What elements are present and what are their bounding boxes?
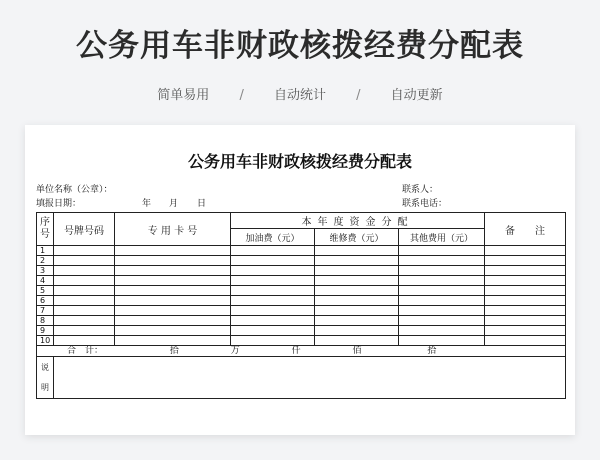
other-cell[interactable] <box>399 296 485 306</box>
card-cell[interactable] <box>115 266 231 276</box>
card-cell[interactable] <box>115 256 231 266</box>
row-number: 2 <box>37 256 54 266</box>
table-row <box>37 296 566 306</box>
other-cell[interactable] <box>399 276 485 286</box>
total-unit: 拾 <box>169 346 179 356</box>
remark-cell[interactable] <box>485 326 566 336</box>
total-label: 合 计： <box>67 346 104 356</box>
card-cell[interactable] <box>115 276 231 286</box>
feature-item: 简单易用 <box>157 88 210 103</box>
col-header-fuel: 加油费（元） <box>231 229 315 246</box>
fuel-cell[interactable] <box>231 246 315 256</box>
note-label: 说 明 <box>37 357 54 399</box>
fuel-cell[interactable] <box>231 326 315 336</box>
plate-cell[interactable] <box>54 326 115 336</box>
remark-cell[interactable] <box>485 276 566 286</box>
col-header-plate: 号牌号码 <box>54 213 115 246</box>
repair-cell[interactable] <box>315 336 399 346</box>
col-header-other: 其他费用（元） <box>399 229 485 246</box>
fuel-cell[interactable] <box>231 306 315 316</box>
repair-cell[interactable] <box>315 246 399 256</box>
contact-phone-label: 联系电话： <box>402 199 448 209</box>
card-cell[interactable] <box>115 296 231 306</box>
total-unit: 仟 <box>291 346 301 356</box>
col-header-seq: 序号 <box>37 213 54 246</box>
col-header-remark: 备 注 <box>485 213 566 246</box>
remark-cell[interactable] <box>485 286 566 296</box>
table-row <box>37 256 566 266</box>
hero-title: 公务用车非财政核拨经费分配表 <box>76 28 524 64</box>
table-row <box>37 306 566 316</box>
card-cell[interactable] <box>115 316 231 326</box>
fuel-cell[interactable] <box>231 336 315 346</box>
fill-date-label: 填报日期： <box>36 199 82 209</box>
card-cell[interactable] <box>115 326 231 336</box>
fuel-cell[interactable] <box>231 296 315 306</box>
other-cell[interactable] <box>399 256 485 266</box>
plate-cell[interactable] <box>54 296 115 306</box>
repair-cell[interactable] <box>315 276 399 286</box>
table-row <box>37 266 566 276</box>
feature-item: 自动统计 <box>273 88 326 103</box>
repair-cell[interactable] <box>315 326 399 336</box>
feature-separator: / <box>239 88 244 103</box>
plate-cell[interactable] <box>54 276 115 286</box>
group-header-allocation: 本年度资金分配 <box>231 213 485 229</box>
row-number: 4 <box>37 276 54 286</box>
remark-cell[interactable] <box>485 296 566 306</box>
row-number: 1 <box>37 246 54 256</box>
other-cell[interactable] <box>399 336 485 346</box>
col-header-repair: 维修费（元） <box>315 229 399 246</box>
document-card <box>25 125 575 435</box>
plate-cell[interactable] <box>54 256 115 266</box>
row-number: 10 <box>37 336 54 346</box>
other-cell[interactable] <box>399 266 485 276</box>
plate-cell[interactable] <box>54 286 115 296</box>
table-row <box>37 336 566 346</box>
table-row <box>37 286 566 296</box>
row-number: 5 <box>37 286 54 296</box>
card-cell[interactable] <box>115 306 231 316</box>
note-field[interactable] <box>54 357 566 399</box>
date-day-unit: 日 <box>197 199 207 209</box>
plate-cell[interactable] <box>54 336 115 346</box>
remark-cell[interactable] <box>485 306 566 316</box>
remark-cell[interactable] <box>485 316 566 326</box>
repair-cell[interactable] <box>315 286 399 296</box>
total-unit: 佰 <box>352 346 362 356</box>
fuel-cell[interactable] <box>231 266 315 276</box>
allocation-table <box>36 212 566 399</box>
fuel-cell[interactable] <box>231 316 315 326</box>
table-row <box>37 316 566 326</box>
plate-cell[interactable] <box>54 266 115 276</box>
contact-label: 联系人： <box>402 185 439 195</box>
other-cell[interactable] <box>399 326 485 336</box>
fuel-cell[interactable] <box>231 286 315 296</box>
remark-cell[interactable] <box>485 256 566 266</box>
table-row <box>37 246 566 256</box>
col-header-card: 专 用 卡 号 <box>115 213 231 246</box>
plate-cell[interactable] <box>54 316 115 326</box>
repair-cell[interactable] <box>315 256 399 266</box>
total-unit: 拾 <box>427 346 437 356</box>
remark-cell[interactable] <box>485 266 566 276</box>
remark-cell[interactable] <box>485 246 566 256</box>
plate-cell[interactable] <box>54 306 115 316</box>
other-cell[interactable] <box>399 246 485 256</box>
other-cell[interactable] <box>399 306 485 316</box>
row-number: 8 <box>37 316 54 326</box>
row-number: 6 <box>37 296 54 306</box>
repair-cell[interactable] <box>315 266 399 276</box>
repair-cell[interactable] <box>315 316 399 326</box>
fuel-cell[interactable] <box>231 276 315 286</box>
row-number: 9 <box>37 326 54 336</box>
remark-cell[interactable] <box>485 336 566 346</box>
feature-item: 自动更新 <box>390 88 443 103</box>
date-year-unit: 年 <box>142 199 152 209</box>
document-title: 公务用车非财政核拨经费分配表 <box>187 152 412 171</box>
repair-cell[interactable] <box>315 306 399 316</box>
table-row <box>37 326 566 336</box>
repair-cell[interactable] <box>315 296 399 306</box>
card-cell[interactable] <box>115 246 231 256</box>
feature-separator: / <box>356 88 361 103</box>
fuel-cell[interactable] <box>231 256 315 266</box>
total-row <box>37 346 566 357</box>
table-row <box>37 276 566 286</box>
card-cell[interactable] <box>115 336 231 346</box>
unit-name-label: 单位名称（公章）： <box>36 185 113 195</box>
card-cell[interactable] <box>115 286 231 296</box>
feature-list <box>0 84 600 103</box>
total-unit: 万 <box>230 346 240 356</box>
other-cell[interactable] <box>399 286 485 296</box>
other-cell[interactable] <box>399 316 485 326</box>
date-month-unit: 月 <box>169 199 179 209</box>
plate-cell[interactable] <box>54 246 115 256</box>
row-number: 3 <box>37 266 54 276</box>
row-number: 7 <box>37 306 54 316</box>
